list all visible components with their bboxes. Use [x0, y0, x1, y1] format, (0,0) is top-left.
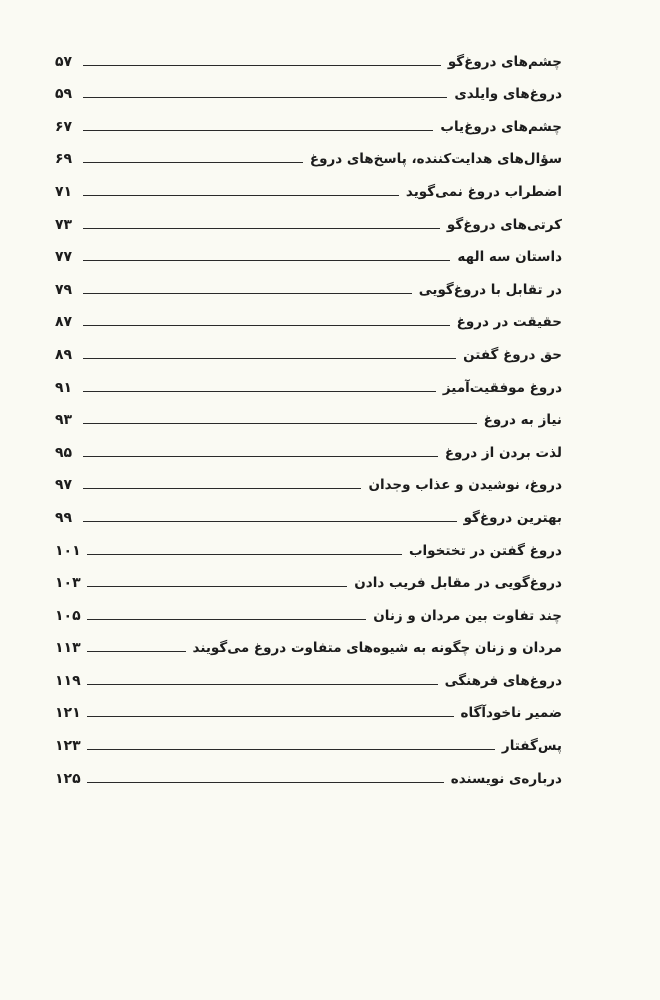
toc-entry-page: ۱۱۳ — [55, 640, 81, 657]
toc-entry-page: ۱۲۱ — [55, 705, 81, 722]
toc-entry-title: دروغ‌های فرهنگی — [444, 672, 562, 689]
toc-entry-title: داستان سه الهه — [457, 249, 562, 266]
toc-entry-page: ۹۳ — [55, 412, 73, 429]
toc-entry-title: در تقابل با دروغ‌گویی — [418, 281, 562, 298]
toc-entry — [55, 234, 562, 267]
dot-leader — [87, 683, 438, 685]
dot-leader — [87, 553, 402, 555]
toc-entry — [55, 592, 562, 625]
toc-entry-title: دروغ گفتن در تختخواب — [408, 542, 562, 559]
toc-entry-title: درباره‌ی نویسنده — [450, 770, 562, 787]
toc-entry-page: ۹۵ — [55, 444, 73, 461]
toc-entry-title: چند تفاوت بین مردان و زنان — [373, 607, 562, 624]
toc-entry — [55, 625, 562, 658]
dot-leader — [87, 618, 367, 620]
toc-entry — [55, 429, 562, 462]
toc-entry — [55, 103, 562, 136]
dot-leader — [83, 357, 456, 359]
dot-leader — [83, 194, 399, 196]
toc-entry-page: ۷۹ — [55, 281, 73, 298]
toc-entry — [55, 38, 562, 71]
dot-leader — [83, 227, 440, 229]
dot-leader — [83, 129, 433, 131]
toc-entry — [55, 71, 562, 104]
dot-leader — [87, 585, 348, 587]
toc-entry — [55, 397, 562, 430]
dot-leader — [83, 422, 477, 424]
toc-entry-page: ۱۰۱ — [55, 542, 81, 559]
toc-entry-title: حق دروغ گفتن — [463, 346, 562, 363]
toc-entry-page: ۷۳ — [55, 216, 73, 233]
toc-entry — [55, 266, 562, 299]
toc-entry-page: ۱۰۳ — [55, 575, 81, 592]
toc-entry-page: ۹۷ — [55, 477, 73, 494]
toc-entry — [55, 690, 562, 723]
toc-entry-page: ۸۹ — [55, 346, 73, 363]
toc-entry-page: ۱۲۵ — [55, 770, 81, 787]
toc-entry-title: چشم‌های دروغ‌یاب — [440, 118, 562, 135]
toc-entry-title: مردان و زنان چگونه به شیوه‌های متفاوت دروغ می‌گویند — [192, 640, 562, 657]
dot-leader — [83, 96, 447, 98]
toc-entry — [55, 136, 562, 169]
dot-leader — [83, 292, 412, 294]
toc-entry-title: کرتی‌های دروغ‌گو — [446, 216, 562, 233]
toc-entry-title: دروغ موفقیت‌آمیز — [442, 379, 562, 396]
toc-entry-page: ۹۹ — [55, 509, 73, 526]
toc-entry-title: دروغ‌های وایلدی — [454, 86, 562, 103]
toc-entry-page: ۷۷ — [55, 249, 73, 266]
dot-leader — [83, 259, 450, 261]
dot-leader — [83, 161, 303, 163]
toc-entry-title: بهترین دروغ‌گو — [463, 509, 562, 526]
toc-entry-page: ۶۹ — [55, 151, 73, 168]
toc-entry-page: ۸۷ — [55, 314, 73, 331]
toc-entry — [55, 168, 562, 201]
dot-leader — [87, 650, 186, 652]
toc-entry — [55, 462, 562, 495]
toc-entry — [55, 494, 562, 527]
toc-entry-page: ۱۲۳ — [55, 738, 81, 755]
table-of-contents — [55, 38, 562, 788]
toc-entry-title: پس‌گفتار — [501, 738, 562, 755]
toc-entry-title: نیاز به دروغ — [483, 412, 562, 429]
toc-entry — [55, 364, 562, 397]
dot-leader — [83, 324, 450, 326]
toc-entry-page: ۷۱ — [55, 183, 73, 200]
dot-leader — [87, 781, 444, 783]
toc-entry-title: ضمیر ناخودآگاه — [460, 705, 562, 722]
toc-entry — [55, 722, 562, 755]
toc-entry — [55, 755, 562, 788]
toc-entry — [55, 560, 562, 593]
dot-leader — [83, 64, 441, 66]
dot-leader — [87, 715, 454, 717]
toc-entry-page: ۹۱ — [55, 379, 73, 396]
toc-entry-page: ۱۱۹ — [55, 672, 81, 689]
toc-entry — [55, 657, 562, 690]
toc-entry — [55, 201, 562, 234]
toc-entry — [55, 527, 562, 560]
dot-leader — [87, 748, 495, 750]
toc-entry — [55, 299, 562, 332]
dot-leader — [83, 487, 361, 489]
toc-entry-page: ۵۹ — [55, 86, 73, 103]
toc-entry-title: چشم‌های دروغ‌گو — [447, 53, 562, 70]
toc-entry-title: سؤال‌های هدایت‌کننده، پاسخ‌های دروغ — [309, 151, 562, 168]
toc-entry-title: دروغ‌گویی در مقابل فریب دادن — [354, 575, 562, 592]
toc-entry-title: اضطراب دروغ نمی‌گوید — [405, 183, 562, 200]
toc-entry-title: دروغ، نوشیدن و عذاب وجدان — [368, 477, 562, 494]
toc-entry-page: ۵۷ — [55, 53, 73, 70]
toc-entry — [55, 331, 562, 364]
dot-leader — [83, 390, 436, 392]
toc-entry-title: حقیقت در دروغ — [456, 314, 562, 331]
dot-leader — [83, 455, 438, 457]
toc-entry-page: ۱۰۵ — [55, 607, 81, 624]
dot-leader — [83, 520, 457, 522]
toc-entry-title: لذت بردن از دروغ — [444, 444, 562, 461]
toc-entry-page: ۶۷ — [55, 118, 73, 135]
